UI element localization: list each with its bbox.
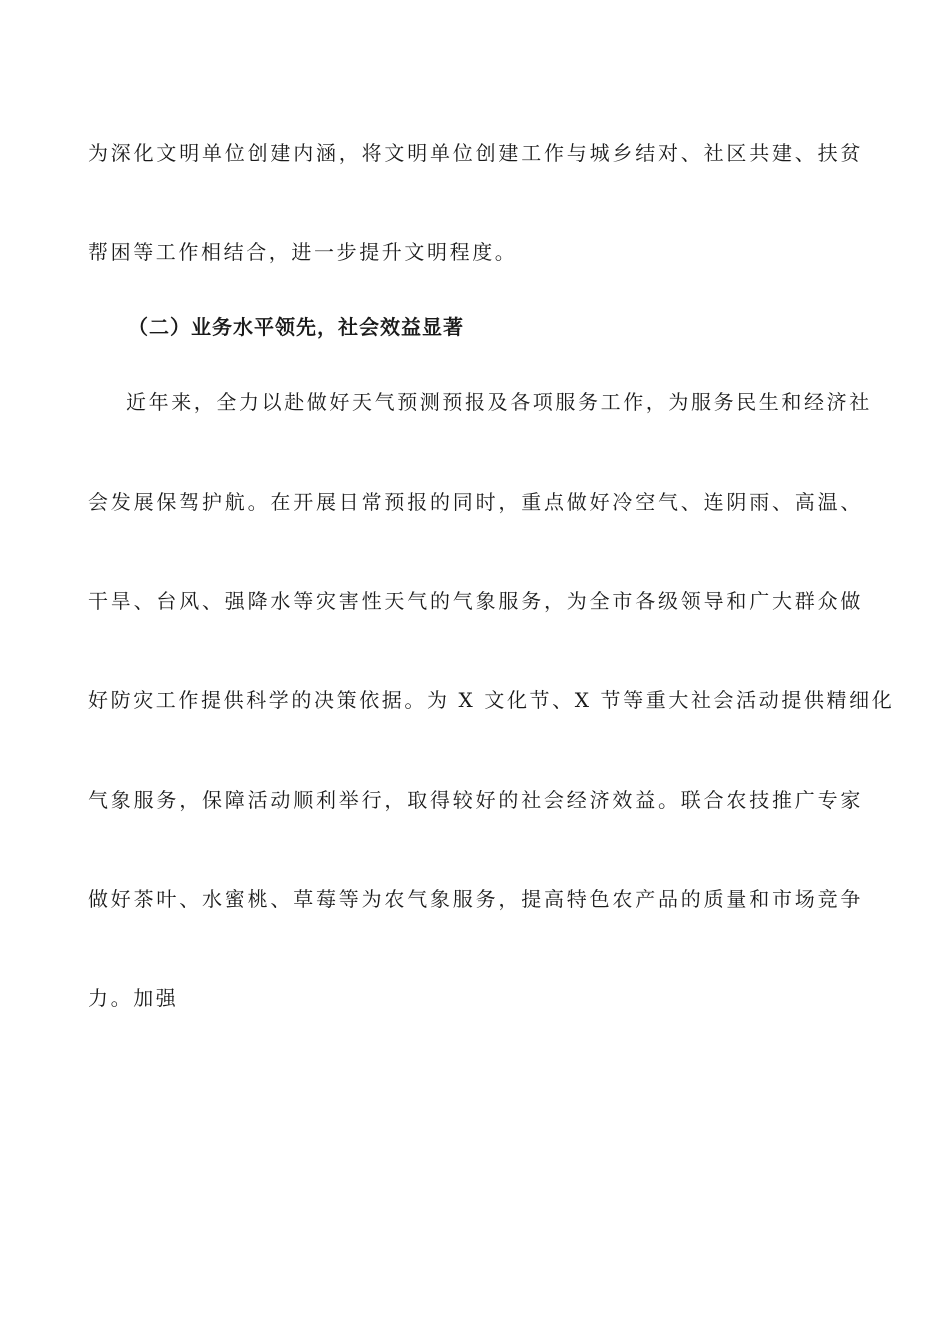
- paragraph-line: 帮困等工作相结合，进一步提升文明程度。: [88, 240, 518, 264]
- paragraph-line: 近年来，全力以赴做好天气预测预报及各项服务工作，为服务民生和经济社: [126, 390, 872, 414]
- paragraph-line: 气象服务，保障活动顺利举行，取得较好的社会经济效益。联合农技推广专家: [88, 788, 863, 812]
- section-heading: （二）业务水平领先，社会效益显著: [128, 315, 464, 339]
- paragraph-line: 做好茶叶、水蜜桃、草莓等为农气象服务，提高特色农产品的质量和市场竞争: [88, 887, 863, 911]
- paragraph-line: 为深化文明单位创建内涵，将文明单位创建工作与城乡结对、社区共建、扶贫: [88, 141, 863, 165]
- paragraph-line: 会发展保驾护航。在开展日常预报的同时，重点做好冷空气、连阴雨、高温、: [88, 490, 863, 514]
- paragraph-line: 力。加强: [88, 986, 179, 1010]
- paragraph-line: 干旱、台风、强降水等灾害性天气的气象服务，为全市各级领导和广大群众做: [88, 589, 863, 613]
- paragraph-line: 好防灾工作提供科学的决策依据。为 X 文化节、X 节等重大社会活动提供精细化: [88, 688, 895, 712]
